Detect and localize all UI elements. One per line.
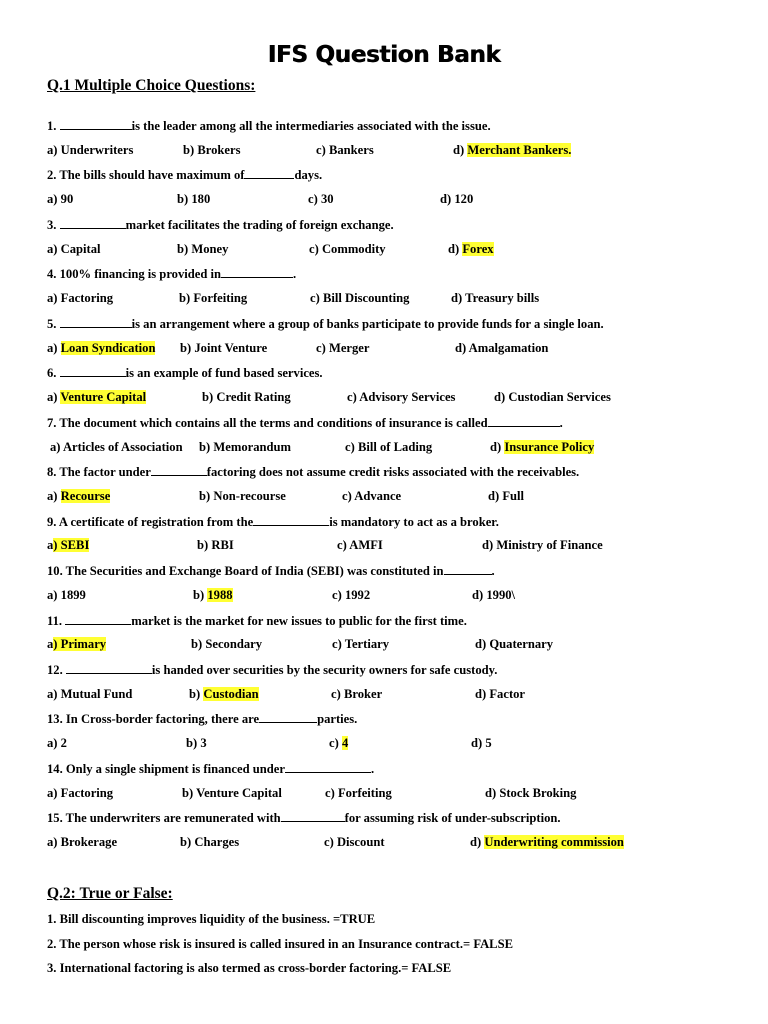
option-letter: b) [202, 390, 217, 405]
option-b [197, 538, 234, 553]
question-text: market facilitates the trading of foreign exchange. [125, 217, 394, 232]
option-letter: a) [47, 241, 61, 256]
answer-blank [66, 662, 152, 674]
option-d [440, 192, 473, 207]
options-row [47, 538, 727, 556]
option-a [47, 588, 86, 603]
option-letter: b) [177, 241, 192, 256]
option-text: Factoring [60, 291, 114, 306]
question-2 [47, 167, 322, 183]
option-letter: a) [50, 439, 63, 454]
option-letter: c) [347, 390, 360, 405]
correct-answer-highlight: 4 [341, 736, 349, 751]
option-text: 1992 [344, 587, 371, 602]
option-text: Articles of Association [62, 439, 183, 454]
option-letter: d) [485, 785, 500, 800]
correct-answer-highlight: Recourse [60, 489, 111, 503]
option-letter: c) [316, 142, 329, 157]
option-d [453, 143, 571, 158]
options-row [47, 143, 727, 161]
option-b [180, 835, 239, 850]
option-text: 1899 [60, 587, 86, 602]
option-text: Secondary [205, 637, 263, 652]
option-a [47, 489, 110, 504]
options-row [47, 736, 727, 754]
question-text: . [559, 415, 563, 430]
option-letter: c) [325, 785, 338, 800]
option-letter: c) [332, 637, 345, 652]
question-text: is handed over securities by the security owners for safe custody. [151, 662, 498, 677]
option-letter: c) [332, 587, 345, 602]
option-a [47, 291, 113, 306]
option-letter: d) [490, 439, 505, 454]
option-c [325, 786, 392, 801]
question-text: 9. A certificate of registration from the [47, 514, 254, 529]
correct-answer-highlight: Merchant Bankers. [467, 142, 572, 157]
option-letter: c) [331, 686, 344, 701]
question-10 [47, 563, 495, 579]
option-text: 30 [320, 192, 334, 207]
option-letter: b) [191, 637, 206, 652]
option-a [47, 736, 67, 751]
option-letter: c) [308, 192, 321, 207]
options-row [47, 786, 727, 804]
option-text: Venture Capital [196, 785, 282, 800]
question-text: . [370, 761, 375, 776]
question-14 [47, 761, 374, 777]
question-text: is an arrangement where a group of banks participate to provide funds for a single loan. [131, 316, 604, 331]
option-letter: a) [47, 736, 61, 751]
question-text: . [293, 267, 297, 282]
option-text: Brokerage [60, 835, 118, 850]
option-text: Factoring [60, 785, 114, 800]
option-c [316, 341, 369, 356]
option-a [47, 538, 89, 553]
options-row [47, 588, 727, 606]
option-text: Mutual Fund [60, 686, 133, 701]
options-row [47, 341, 727, 359]
section-heading-mcq: Q.1 Multiple Choice Questions: [47, 77, 256, 94]
options-row [47, 242, 727, 260]
answer-blank [60, 316, 132, 328]
option-text: Underwriters [60, 142, 134, 157]
option-a [47, 143, 133, 158]
option-d [485, 786, 576, 801]
option-text: Ministry of Finance [496, 538, 603, 553]
option-letter: d) [440, 192, 455, 207]
option-b [177, 192, 210, 207]
page-title: IFS Question Bank [267, 42, 501, 68]
option-letter: b) [180, 835, 195, 850]
option-letter: a) [47, 785, 61, 800]
option-a [47, 687, 132, 702]
option-c [308, 192, 334, 207]
option-c [309, 242, 386, 257]
option-letter: d) [488, 489, 503, 503]
option-letter: b) [180, 340, 195, 355]
option-c [332, 637, 389, 652]
option-letter: b) [179, 291, 194, 306]
question-3 [47, 217, 394, 233]
option-d [494, 390, 611, 405]
option-text: 5 [485, 736, 492, 751]
answer-blank [285, 761, 371, 773]
option-c [345, 440, 432, 455]
option-letter: d) [472, 587, 487, 602]
option-c [337, 538, 383, 553]
options-row [47, 835, 727, 853]
option-letter: b) [189, 686, 204, 701]
question-text: 12. [47, 662, 66, 677]
question-text: . [491, 564, 495, 579]
option-text: Capital [60, 241, 101, 256]
question-text: is mandatory to act as a broker. [329, 514, 499, 529]
option-b [189, 687, 259, 702]
option-c [347, 390, 455, 405]
option-text: 2 [60, 736, 67, 751]
question-9 [47, 514, 499, 530]
question-text: is the leader among all the intermediaries associated with the issue. [131, 119, 491, 133]
question-text: factoring does not assume credit risks associated with the receivables. [206, 465, 580, 480]
answer-blank [488, 415, 560, 427]
question-text: 1. [47, 119, 60, 133]
option-text: Forfeiting [193, 291, 248, 306]
option-letter: b) [186, 736, 201, 751]
option-letter: a [47, 538, 54, 553]
options-row [47, 489, 727, 507]
option-a [47, 192, 73, 207]
answer-blank [151, 464, 207, 476]
question-5 [47, 316, 604, 332]
question-text: 14. Only a single shipment is financed under [47, 761, 285, 776]
option-text: Merger [328, 340, 370, 355]
question-text: is an example of fund based services. [125, 366, 323, 381]
option-text: Treasury bills [465, 291, 540, 306]
option-text: Joint Venture [194, 340, 268, 355]
option-letter: b) [193, 587, 208, 602]
option-text: 3 [200, 736, 207, 751]
option-letter: c) [337, 538, 350, 553]
options-row [47, 687, 727, 705]
question-6 [47, 365, 323, 381]
question-text: 5. [47, 316, 60, 331]
options-row [47, 440, 727, 458]
option-text: Quaternary [489, 637, 554, 652]
answer-blank [444, 563, 492, 575]
option-text: Money [191, 241, 229, 256]
answer-blank [244, 167, 294, 179]
option-letter: b) [182, 785, 197, 800]
option-letter: b) [183, 142, 198, 157]
option-a [47, 341, 155, 356]
option-letter: d) [471, 736, 486, 751]
option-d [448, 242, 494, 257]
answer-blank [60, 217, 126, 229]
option-letter: d) [482, 538, 497, 553]
correct-answer-highlight: Custodian [203, 686, 259, 701]
option-letter: b) [199, 439, 214, 454]
option-letter: a) [47, 192, 61, 207]
option-letter: a) [47, 390, 61, 405]
option-letter: b) [197, 538, 212, 553]
correct-answer-highlight: Venture Capital [60, 390, 147, 405]
option-letter: c) [324, 835, 337, 850]
option-letter: c) [342, 489, 355, 503]
option-a [50, 440, 183, 455]
option-d [470, 835, 624, 850]
correct-answer-highlight: 1988 [207, 587, 233, 602]
question-text: parties. [317, 712, 358, 727]
question-text: days. [294, 168, 323, 183]
option-letter: c) [329, 736, 342, 751]
correct-answer-highlight: Loan Syndication [60, 340, 156, 355]
option-text: Credit Rating [216, 390, 291, 405]
option-letter: a [47, 637, 54, 652]
option-text: 90 [60, 192, 74, 207]
option-b [202, 390, 291, 405]
option-a [47, 390, 146, 405]
option-letter: b) [177, 192, 192, 207]
option-text: 120 [454, 192, 474, 207]
option-c [310, 291, 409, 306]
option-b [193, 588, 233, 603]
option-text: Brokers [197, 142, 241, 157]
option-d [471, 736, 492, 751]
question-text: 2. The bills should have maximum of [47, 168, 245, 183]
true-false-item: 2. The person whose risk is insured is called insured in an Insurance contract.= FALSE [47, 936, 513, 951]
option-letter: c) [316, 340, 329, 355]
option-b [191, 637, 262, 652]
answer-blank [60, 365, 126, 377]
option-d [482, 538, 603, 553]
option-letter: d) [455, 340, 469, 355]
option-letter: a) [47, 291, 61, 306]
option-d [490, 440, 594, 455]
option-d [472, 588, 515, 603]
option-d [488, 489, 524, 504]
question-8 [47, 464, 579, 480]
option-letter: a) [47, 340, 61, 355]
question-15 [47, 810, 561, 826]
option-c [316, 143, 374, 158]
question-text: 15. The underwriters are remunerated with [47, 811, 281, 826]
correct-answer-highlight: Underwriting commission [484, 835, 624, 850]
option-text: Broker [343, 686, 383, 701]
option-letter: b) [199, 489, 214, 503]
option-text: AMFI [349, 538, 383, 553]
option-a [47, 786, 113, 801]
option-d [475, 637, 553, 652]
option-letter: c) [310, 291, 323, 306]
option-text: Tertiary [344, 637, 390, 652]
option-d [455, 341, 548, 356]
option-b [186, 736, 207, 751]
option-b [199, 489, 286, 504]
question-13 [47, 711, 357, 727]
answer-blank [65, 613, 131, 625]
answer-blank [221, 266, 293, 278]
option-text: Bankers [328, 142, 374, 157]
option-text: Amalgamation [468, 340, 549, 355]
option-text: 1990\ [486, 587, 516, 602]
option-text: Advisory Services [359, 390, 456, 405]
option-text: Custodian Services [508, 390, 611, 405]
true-false-item: 1. Bill discounting improves liquidity of the business. =TRUE [47, 912, 376, 926]
question-text: for assuming risk of under-subscription. [344, 811, 561, 826]
correct-answer-highlight: Insurance Policy [504, 439, 595, 454]
option-b [182, 786, 282, 801]
option-text: Discount [336, 835, 385, 850]
option-letter: c) [345, 439, 358, 454]
option-b [177, 242, 228, 257]
question-text: market is the market for new issues to public for the first time. [131, 613, 467, 628]
correct-answer-highlight: ) SEBI [53, 538, 90, 553]
question-1 [47, 118, 491, 134]
option-text: Forfeiting [337, 785, 392, 800]
option-letter: d) [494, 390, 509, 405]
answer-blank [281, 810, 345, 822]
option-letter: d) [448, 241, 463, 256]
option-text: Advance [354, 489, 402, 503]
question-text: 10. The Securities and Exchange Board of India (SEBI) was constituted in [47, 564, 444, 579]
option-b [199, 440, 291, 455]
option-letter: d) [475, 637, 490, 652]
options-row [47, 192, 727, 210]
options-row [47, 291, 727, 309]
question-text: 6. [47, 366, 60, 381]
option-letter: a) [47, 686, 61, 701]
option-text: Factor [489, 686, 526, 701]
option-letter: a) [47, 489, 61, 503]
option-text: Full [502, 489, 525, 503]
option-text: Commodity [321, 241, 386, 256]
option-letter: d) [451, 291, 466, 306]
correct-answer-highlight: ) Primary [53, 637, 107, 652]
option-text: 180 [191, 192, 211, 207]
section-heading-true-false: Q.2: True or False: [47, 885, 173, 902]
option-c [331, 687, 382, 702]
option-text: Memorandum [213, 439, 292, 454]
option-text: Stock Broking [499, 785, 577, 800]
option-d [451, 291, 539, 306]
question-text: 13. In Cross-border factoring, there are [47, 712, 260, 727]
answer-blank [60, 118, 132, 130]
option-letter: a) [47, 587, 61, 602]
answer-blank [259, 711, 317, 723]
answer-blank [253, 514, 329, 526]
option-letter: a) [47, 142, 61, 157]
question-text: 8. The factor under [47, 465, 151, 480]
option-c [324, 835, 385, 850]
true-false-item: 3. International factoring is also termed as cross-border factoring.= FALSE [47, 961, 452, 975]
option-letter: d) [475, 686, 490, 701]
question-4 [47, 266, 296, 282]
option-b [180, 341, 267, 356]
option-letter: d) [453, 142, 468, 157]
option-a [47, 637, 106, 652]
option-text: RBI [211, 538, 234, 553]
option-a [47, 242, 101, 257]
option-c [329, 736, 348, 751]
question-text: 7. The document which contains all the terms and conditions of insurance is called [47, 415, 488, 430]
option-letter: c) [309, 241, 322, 256]
option-text: Bill Discounting [322, 291, 410, 306]
options-row [47, 390, 727, 408]
option-text: Bill of Lading [357, 439, 433, 454]
question-7 [47, 415, 563, 431]
question-text: 4. 100% financing is provided in [47, 267, 222, 282]
question-text: 3. [47, 217, 60, 232]
option-a [47, 835, 117, 850]
option-d [475, 687, 525, 702]
option-text: Charges [194, 835, 240, 850]
option-b [183, 143, 241, 158]
option-c [332, 588, 370, 603]
option-letter: d) [470, 835, 485, 850]
option-text: Non-recourse [213, 489, 286, 503]
question-text: 11. [47, 613, 66, 628]
correct-answer-highlight: Forex [462, 241, 494, 256]
option-b [179, 291, 247, 306]
options-row [47, 637, 727, 655]
question-11 [47, 613, 467, 629]
question-12 [47, 662, 497, 678]
option-letter: a) [47, 835, 61, 850]
option-c [342, 489, 401, 504]
